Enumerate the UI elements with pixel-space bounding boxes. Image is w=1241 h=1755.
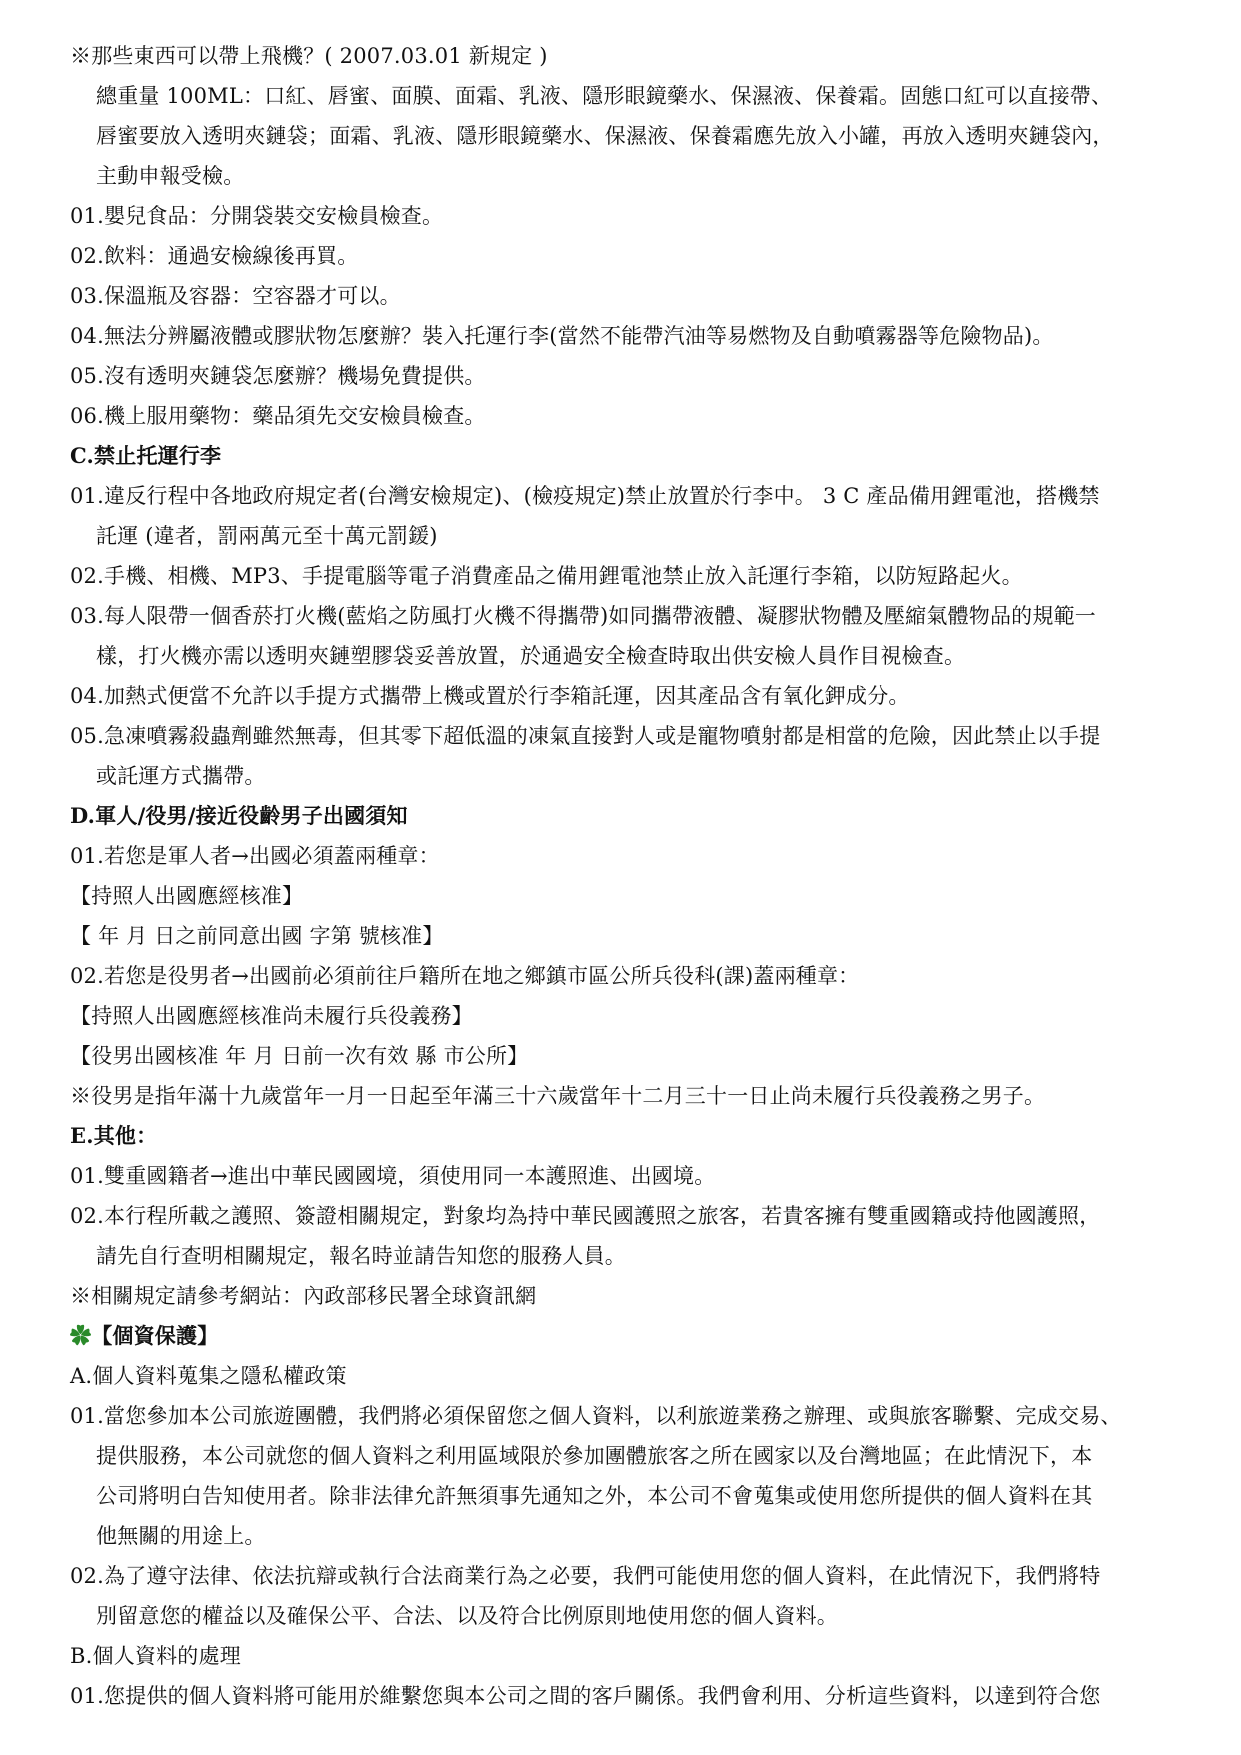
list-item: 01.嬰兒食品：分開袋裝交安檢員檢查。: [70, 204, 444, 228]
list-item-continuation: 託運 (違者，罰兩萬元至十萬元罰鍰): [96, 524, 438, 548]
list-item: 01.若您是軍人者→出國必須蓋兩種章：: [70, 844, 440, 868]
subsection-a-heading: A.個人資料蒐集之隱私權政策: [70, 1364, 347, 1388]
intro-text-line: 主動申報受檢。: [96, 164, 245, 188]
list-item: 01.您提供的個人資料將可能用於維繫您與本公司之間的客戶關係。我們會利用、分析這些資料，以達到符合您: [70, 1684, 1101, 1708]
section-e-heading: E.其他：: [70, 1123, 158, 1148]
list-item: 03.保溫瓶及容器：空容器才可以。: [70, 284, 401, 308]
list-item: 01.當您參加本公司旅遊團體，我們將必須保留您之個人資料，以利旅遊業務之辦理、或與旅客聯繫、完成交易、: [70, 1404, 1122, 1428]
list-item: 05.沒有透明夾鏈袋怎麼辦？機場免費提供。: [70, 364, 486, 388]
list-item-continuation: 他無關的用途上。: [96, 1524, 266, 1548]
privacy-heading: [70, 1316, 1180, 1356]
subsection-b-heading: B.個人資料的處理: [70, 1644, 241, 1668]
stamp-text: 【 年 月 日之前同意出國 字第 號核准】: [70, 924, 444, 948]
privacy-heading-label: 【個資保護】: [91, 1323, 219, 1348]
section-c-heading: C.禁止托運行李: [70, 443, 222, 468]
list-item: 06.機上服用藥物：藥品須先交安檢員檢查。: [70, 404, 486, 428]
list-item: 02.手機、相機、MP3、手提電腦等電子消費產品之備用鋰電池禁止放入託運行李箱，以防短路起火。: [70, 564, 1023, 588]
list-item: 02.為了遵守法律、依法抗辯或執行合法商業行為之必要，我們可能使用您的個人資料，在此情況下，我們將特: [70, 1564, 1101, 1588]
intro-text-line: 唇蜜要放入透明夾鏈袋；面霜、乳液、隱形眼鏡藥水、保濕液、保養霜應先放入小罐，再放入透明夾鏈袋內，: [96, 124, 1114, 148]
list-item: 03.每人限帶一個香菸打火機(藍焰之防風打火機不得攜帶)如同攜帶液體、凝膠狀物體及壓縮氣體物品的規範一: [70, 604, 1096, 628]
flower-icon: ✿: [70, 1323, 92, 1348]
list-item-continuation: 或託運方式攜帶。: [96, 764, 266, 788]
list-item: 04.無法分辨屬液體或膠狀物怎麼辦？裝入托運行李(當然不能帶汽油等易燃物及自動噴霧器等危險物品)。: [70, 324, 1054, 348]
list-item: 01.違反行程中各地政府規定者(台灣安檢規定)、(檢疫規定)禁止放置於行李中。 3 C 產品備用鋰電池，搭機禁: [70, 484, 1100, 508]
list-item-continuation: 提供服務，本公司就您的個人資料之利用區域限於參加團體旅客之所在國家以及台灣地區；在此情況下，本: [96, 1444, 1093, 1468]
list-item-continuation: 請先自行查明相關規定，報名時並請告知您的服務人員。: [96, 1244, 626, 1268]
stamp-text: 【役男出國核准 年 月 日前一次有效 縣 市公所】: [70, 1044, 529, 1068]
list-item-continuation: 公司將明白告知使用者。除非法律允許無須事先通知之外，本公司不會蒐集或使用您所提供的個人資料在其: [96, 1484, 1093, 1508]
note-text: ※役男是指年滿十九歲當年一月一日起至年滿三十六歲當年十二月三十一日止尚未履行兵役義務之男子。: [70, 1084, 1046, 1108]
list-item-continuation: 樣，打火機亦需以透明夾鏈塑膠袋妥善放置，於通過安全檢查時取出供安檢人員作目視檢查。: [96, 644, 966, 668]
list-item: 02.本行程所載之護照、簽證相關規定，對象均為持中華民國護照之旅客，若貴客擁有雙重國籍或持他國護照，: [70, 1204, 1101, 1228]
stamp-text: 【持照人出國應經核准尚未履行兵役義務】: [70, 1004, 473, 1028]
list-item: 02.若您是役男者→出國前必須前往戶籍所在地之鄉鎮市區公所兵役科(課)蓋兩種章：: [70, 964, 860, 988]
list-item: 01.雙重國籍者→進出中華民國國境，須使用同一本護照進、出國境。: [70, 1164, 716, 1188]
section-d-heading: D.軍人/役男/接近役齡男子出國須知: [70, 803, 408, 828]
stamp-text: 【持照人出國應經核准】: [70, 884, 304, 908]
document-page: [70, 36, 1180, 1716]
list-item: 04.加熱式便當不允許以手提方式攜帶上機或置於行李箱託運，因其產品含有氧化鉀成分。: [70, 684, 910, 708]
list-item-continuation: 別留意您的權益以及確保公平、合法、以及符合比例原則地使用您的個人資料。: [96, 1604, 838, 1628]
note-text: ※相關規定請參考網站：內政部移民署全球資訊網: [70, 1284, 537, 1308]
intro-text-line: 總重量 100ML：口紅、唇蜜、面膜、面霜、乳液、隱形眼鏡藥水、保濕液、保養霜。固態口紅可以直接帶、: [96, 84, 1113, 108]
list-item: 05.急凍噴霧殺蟲劑雖然無毒，但其零下超低溫的凍氣直接對人或是寵物噴射都是相當的危險，因此禁止以手提: [70, 724, 1101, 748]
list-item: 02.飲料：通過安檢線後再買。: [70, 244, 359, 268]
intro-title: ※那些東西可以帶上飛機？( 2007.03.01 新規定 ): [70, 44, 548, 68]
